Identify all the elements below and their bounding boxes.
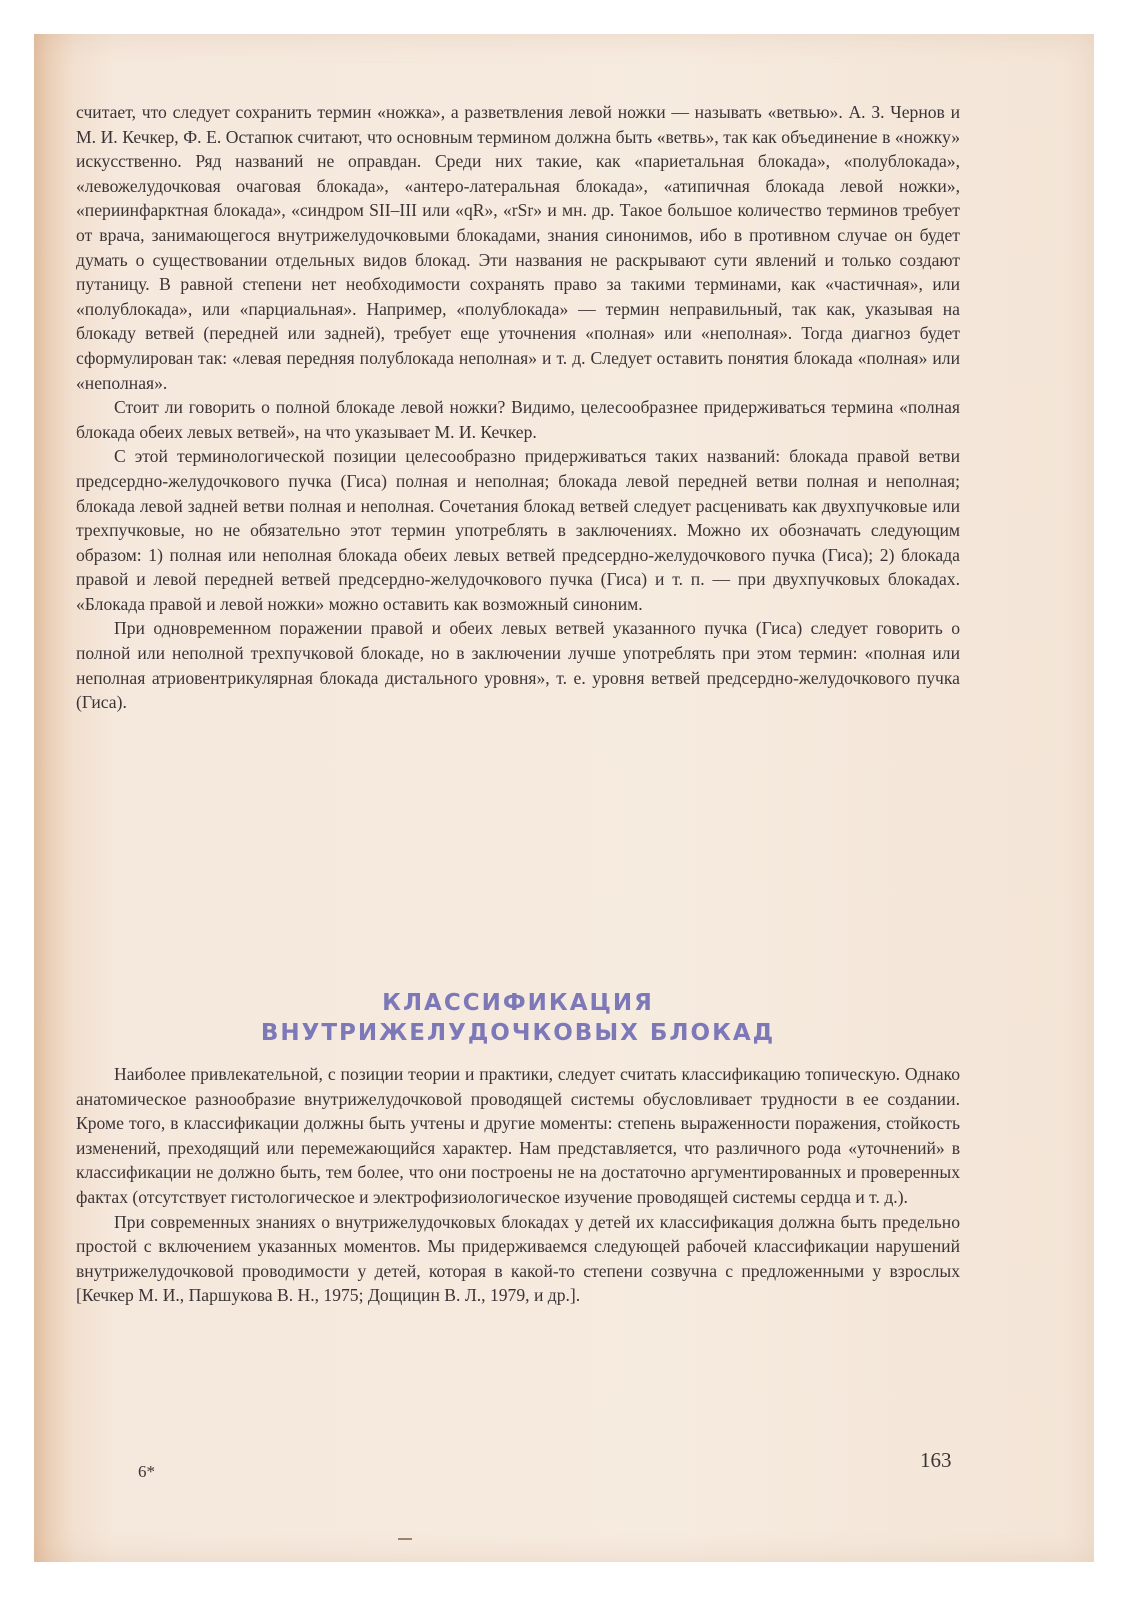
page-number: 163 <box>920 1448 952 1472</box>
signature-mark: 6* <box>138 1462 155 1481</box>
paragraph: При современных знаниях о внутрижелудочковых блокадах у детей их классификация должна быть предельно простой с включением указанных моментов. Мы придерживаемся следующей рабочей классификации нарушений внутрижелудочковой проводимости у детей, которая в какой-то степени созвучна с предложенными у взрослых [Кечкер М. И., Паршукова В. Н., 1975; Дощицин В. Л., 1979, и др.]. <box>76 1211 960 1306</box>
paragraph: считает, что следует сохранить термин «ножка», а разветвления левой ножки — называть «ветвью». А. З. Чернов и М. И. Кечкер, Ф. Е. Остапюк считают, что основным термином должна быть «ветвь», так как объединение в «ножку» искусственно. Ряд названий не оправдан. Среди них такие, как «париетальная блокада», «полублокада», «левожелудочковая очаговая блокада», «антеро-латеральная блокада», «атипичная блокада левой ножки», «периинфарктная блокада», «синдром SII–III или «qR», «rSr» и мн. др. Такое большое количество терминов требует от врача, занимающегося внутрижелудочковыми блокадами, знания синонимов, ибо в противном случае он будет думать о существовании отдельных видов блокад. Эти названия не раскрывают сути явлений и только создают путаницу. В равной степени нет необходимости сохранять право за такими терминами, как «частичная», или «полублокада», или «парциальная». Например, «полублокада» — термин неправильный, так как, указывая на блокаду ветвей (передней или задней), требует еще уточнения «полная» или «неполная». Тогда диагноз будет сформулирован так: «левая передняя полублокада неполная» и т. д. Следует оставить понятия блокада «полная» или «неполная». <box>76 102 960 393</box>
paragraph: Стоит ли говорить о полной блокаде левой ножки? Видимо, целесообразнее придерживаться термина «полная блокада обеих левых ветвей», на что указывает М. И. Кечкер. <box>76 397 960 442</box>
section-heading <box>76 988 960 1048</box>
section-heading-line-1: КЛАССИФИКАЦИЯ <box>382 990 654 1016</box>
paragraph: Наиболее привлекательной, с позиции теории и практики, следует считать классификацию топическую. Однако анатомическое разнообразие внутрижелудочковой проводящей системы обусловливает трудности в ее создании. Кроме того, в классификации должны быть учтены и другие моменты: степень выраженности поражения, стойкость изменений, преходящий или перемежающийся характер. Нам представляется, что различного рода «уточнений» в классификации не должно быть, тем более, что они построены не на достаточно аргументированных и проверенных фактах (отсутствует гистологическое и электрофизиологическое изучение проводящей системы сердца и т. д.). <box>76 1064 960 1207</box>
section-heading-line-2: ВНУТРИЖЕЛУДОЧКОВЫХ БЛОКАД <box>260 1020 776 1046</box>
body-text-bottom <box>76 1062 960 1308</box>
paragraph: При одновременном поражении правой и обеих левых ветвей указанного пучка (Гиса) следует говорить о полной или неполной трехпучковой блокаде, но в заключении лучше употреблять при этом термин: «полная или неполная атриовентрикулярная блокада дистального уровня», т. е. уровня ветвей предсердно-желудочкового пучка (Гиса). <box>76 618 960 713</box>
body-text-top <box>76 100 960 715</box>
paragraph: С этой терминологической позиции целесообразно придерживаться таких названий: блокада правой ветви предсердно-желудочкового пучка (Гиса) полная и неполная; блокада левой передней ветви полная и неполная; блокада левой задней ветви полная и неполная. Сочетания блокад ветвей следует расценивать как двухпучковые или трехпучковые, но не обязательно этот термин употреблять в заключениях. Можно их обозначать следующим образом: 1) полная или неполная блокада обеих левых ветвей предсердно-желудочкового пучка (Гиса); 2) блокада правой и левой передней ветвей предсердно-желудочкового пучка (Гиса) и т. п. — при двухпучковых блокадах. «Блокада правой и левой ножки» можно оставить как возможный синоним. <box>76 446 960 614</box>
print-mark <box>398 1538 412 1540</box>
